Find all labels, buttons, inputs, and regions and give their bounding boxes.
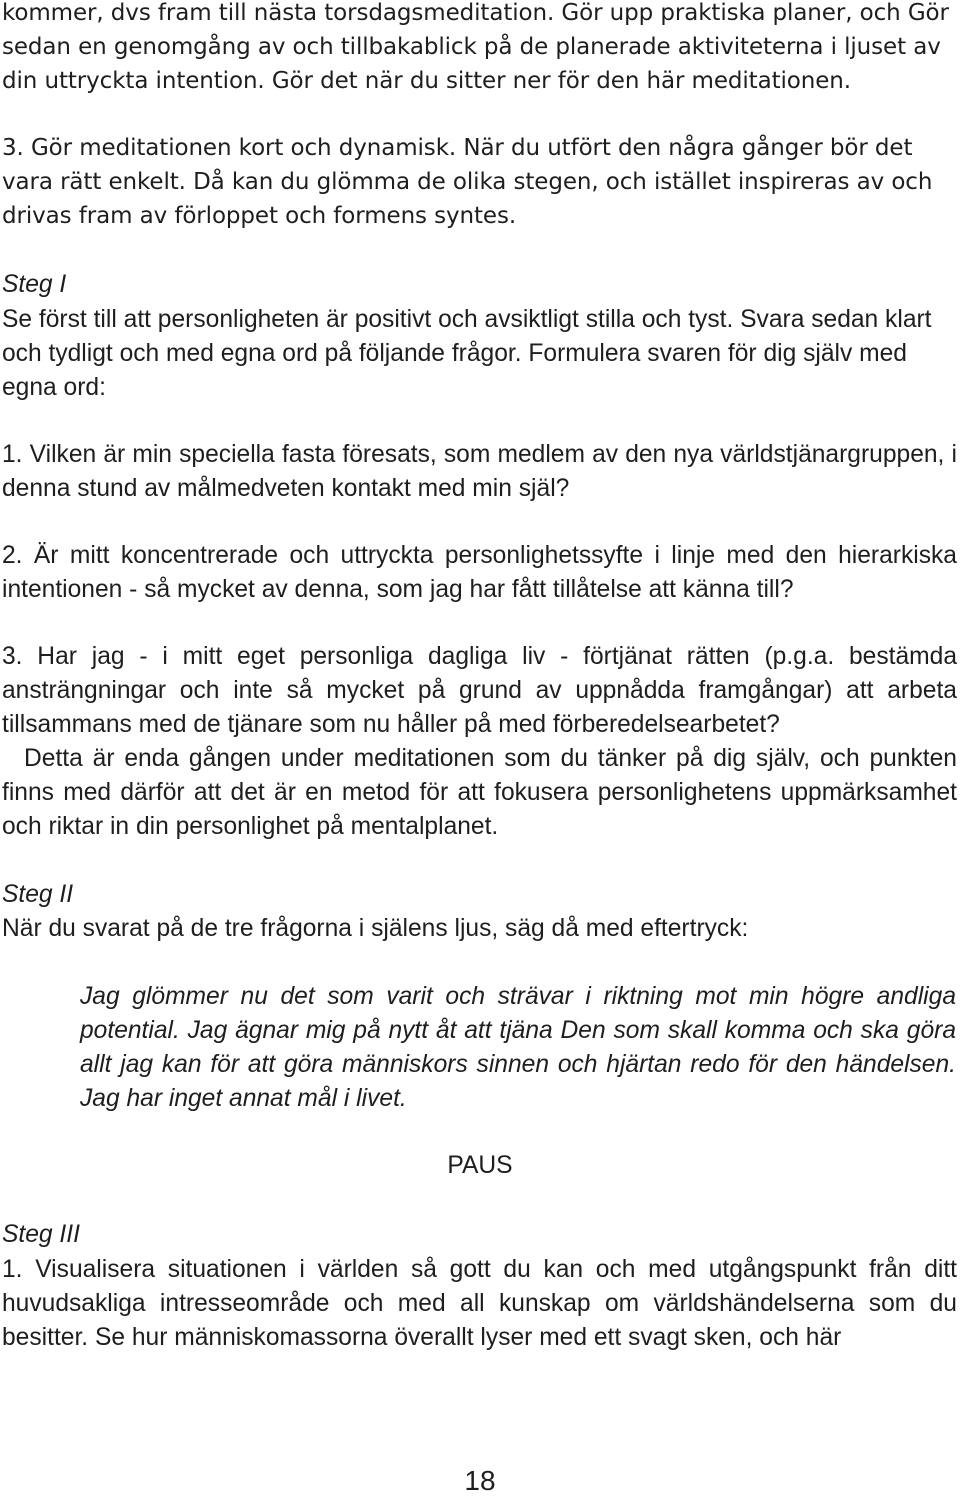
steg-3-text: 1. Visualisera situationen i världen så gott du kan och med utgångspunkt från ditt huvudsakliga intresseområde och med all kunskap om världshändelserna som du besitter. Se hur människomassorna överallt lyser med ett svagt sken, och här bbox=[2, 1256, 957, 1351]
intro-paragraph-2: 3. Gör meditationen kort och dynamisk. När du utfört den några gånger bör det vara rätt enkelt. Då kan du glömma de olika stegen, och istället inspireras av och drivas fram av förloppet och formens syntes. bbox=[2, 135, 933, 229]
steg-1-heading: Steg I bbox=[2, 271, 67, 298]
intro-paragraph-1: kommer, dvs fram till nästa torsdagsmeditation. Gör upp praktiska planer, och Gör sedan en genomgång av och tillbakablick på de planerade aktiviteterna i ljuset av din uttryckta intention. Gör det när du sitter ner för den här meditationen. bbox=[2, 0, 949, 94]
steg-1-explanation: Detta är enda gången under meditationen som du tänker på dig själv, och punkten finns med därför att det är en metod för att fokusera personlighetens uppmärksamhet och riktar in din personlighet på mentalplanet. bbox=[2, 745, 957, 840]
affirmation-quote: Jag glömmer nu det som varit och strävar i riktning mot min högre andliga potential. Jag ägnar mig på nytt åt att tjäna Den som skall komma och ska göra allt jag kan för att göra människors sinnen och hjärtan redo för den händelsen. Jag har inget annat mål i livet. bbox=[80, 983, 956, 1112]
steg-3-heading: Steg III bbox=[2, 1221, 80, 1248]
steg-1-text: Se först till att personligheten är positivt och avsiktligt stilla och tyst. Svara sedan klart och tydligt och med egna ord på följande frågor. Formulera svaren för dig själv med egna ord: bbox=[2, 306, 932, 401]
paus-label: PAUS bbox=[447, 1152, 513, 1179]
question-3: 3. Har jag - i mitt eget personliga dagliga liv - förtjänat rätten (p.g.a. bestämda ansträngningar och inte så mycket på grund av uppnådda framgångar) att arbeta tillsammans med de tjänare som nu håller på med förberedelsearbetet? bbox=[2, 643, 957, 738]
page-number: 18 bbox=[464, 1465, 496, 1496]
question-1: 1. Vilken är min speciella fasta föresats, som medlem av den nya världstjänargruppen, i denna stund av målmedveten kontakt med min själ? bbox=[2, 441, 957, 502]
steg-2-heading: Steg II bbox=[2, 881, 74, 908]
steg-2-text: När du svarat på de tre frågorna i själens ljus, säg då med eftertryck: bbox=[2, 915, 749, 942]
question-2: 2. Är mitt koncentrerade och uttryckta personlighetssyfte i linje med den hierarkiska intentionen - så mycket av denna, som jag har fått tillåtelse att känna till? bbox=[2, 542, 957, 603]
